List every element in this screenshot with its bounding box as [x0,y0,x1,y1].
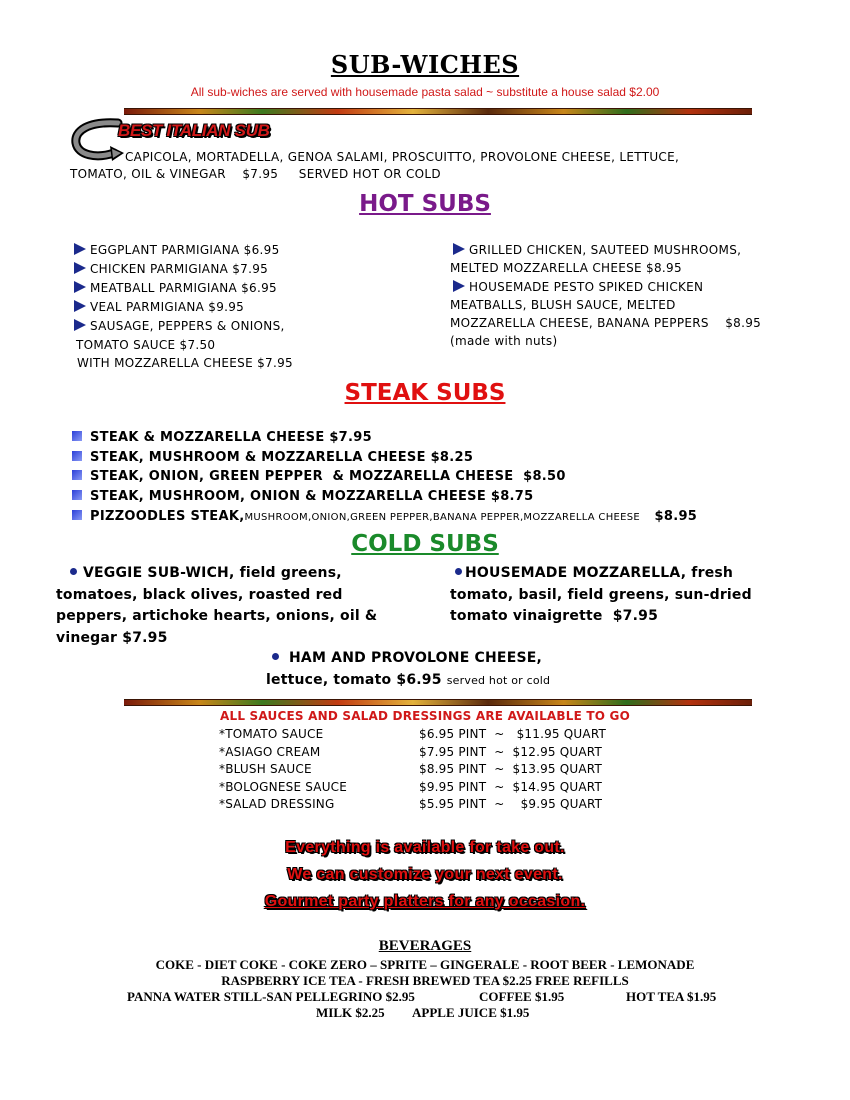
arrow-triangle-icon [74,319,86,331]
decorative-divider-bottom [124,699,752,706]
list-item-continuation: MOZZARELLA CHEESE, BANANA PEPPERS $8.95 [450,316,762,330]
square-bullet-icon [72,451,82,461]
list-item-continuation: MELTED MOZZARELLA CHEESE $8.95 [450,261,682,275]
list-item: EGGPLANT PARMIGIANA $6.95 [74,243,280,257]
square-bullet-icon [72,490,82,500]
arrow-triangle-icon [74,262,86,274]
ham-provolone-item: HAM AND PROVOLONE CHEESE, lettuce, tomato $6.95 served hot or cold [266,650,551,688]
list-item-continuation: MEATBALLS, BLUSH SAUCE, MELTED [450,298,676,312]
sauce-row: *ASIAGO CREAM $7.95 PINT ~ $12.95 QUART [219,745,602,759]
beverages-apple-juice: APPLE JUICE $1.95 [412,1005,530,1020]
hot-subs-heading: HOT SUBS [359,191,491,217]
list-item: CHICKEN PARMIGIANA $7.95 [74,262,268,276]
pasta-salad-note: All sub-wiches are served with housemade pasta salad ~ substitute a house salad $2.00 [190,85,660,99]
arrow-triangle-icon [74,281,86,293]
square-bullet-icon [72,431,82,441]
pizzoodles-desc: MUSHROOM,ONION,GREEN PEPPER,BANANA PEPPER,MOZZARELLA CHEESE [244,512,641,523]
list-item-continuation: WITH MOZZARELLA CHEESE $7.95 [77,356,293,370]
mozzarella-sub-item: HOUSEMADE MOZZARELLA, fresh tomato, basil, field greens, sun-dried tomato vinaigrette $7.95 [450,565,752,624]
arrow-triangle-icon [74,243,86,255]
ham-note: served hot or cold [446,673,551,687]
sauce-row: *TOMATO SAUCE $6.95 PINT ~ $11.95 QUART [219,727,607,741]
list-item: VEAL PARMIGIANA $9.95 [74,300,244,314]
sauce-row: *BLUSH SAUCE $8.95 PINT ~ $13.95 QUART [219,762,602,776]
list-item: HOUSEMADE PESTO SPIKED CHICKEN [453,280,703,294]
list-item: STEAK & MOZZARELLA CHEESE $7.95 [72,430,372,445]
best-italian-desc-line2: TOMATO, OIL & VINEGAR $7.95 SERVED HOT OR COLD [70,167,441,181]
mozzarella-price: $7.95 [612,608,659,624]
arrow-triangle-icon [453,243,465,255]
round-bullet-icon [70,568,77,575]
decorative-divider-top [124,108,752,115]
list-item: STEAK, ONION, GREEN PEPPER & MOZZARELLA CHEESE $8.50 [72,469,566,484]
list-item: SAUSAGE, PEPPERS & ONIONS, [74,319,285,333]
beverages-coffee: COFFEE $1.95 [479,989,565,1004]
page-title: SUB-WICHES [330,50,520,79]
list-item: STEAK, MUSHROOM, ONION & MOZZARELLA CHEESE $8.75 [72,489,533,504]
nut-allergy-note: (made with nuts) [450,334,558,348]
promo-takeout: Everything is available for take out. [285,839,565,856]
ham-price: $6.95 [396,671,442,688]
arrow-triangle-icon [74,300,86,312]
veggie-sub-item: VEGGIE SUB-WICH, field greens, tomatoes, black olives, roasted red peppers, artichoke hearts, onions, oil & vinegar $7.95 [56,565,378,646]
beverages-milk: MILK $2.25 [316,1005,385,1020]
cold-subs-heading: COLD SUBS [351,531,499,557]
beverages-hot-tea: HOT TEA $1.95 [626,989,717,1004]
list-item: MEATBALL PARMIGIANA $6.95 [74,281,277,295]
square-bullet-icon [72,470,82,480]
sauce-row: *SALAD DRESSING $5.95 PINT ~ $9.95 QUART [219,797,603,811]
list-item: GRILLED CHICKEN, SAUTEED MUSHROOMS, [453,243,741,257]
list-item: STEAK, MUSHROOM & MOZZARELLA CHEESE $8.25 [72,450,473,465]
best-italian-desc-line1: CAPICOLA, MORTADELLA, GENOA SALAMI, PROSCUITTO, PROVOLONE CHEESE, LETTUCE, [125,150,680,164]
steak-subs-heading: STEAK SUBS [344,380,506,406]
veggie-price: $7.95 [122,629,168,646]
beverages-heading: BEVERAGES [378,938,472,954]
pizzoodles-price: $8.95 [654,509,698,524]
list-item-continuation: TOMATO SAUCE $7.50 [76,338,216,352]
best-italian-logo-text: BEST ITALIAN SUB [118,121,270,140]
beverages-line1: COKE - DIET COKE - COKE ZERO – SPRITE – GINGERALE - ROOT BEER - LEMONADE [155,957,695,972]
promo-platters: Gourmet party platters for any occasion. [264,893,586,910]
sauce-row: *BOLOGNESE SAUCE $9.95 PINT ~ $14.95 QUART [219,780,602,794]
promo-customize: We can customize your next event. [287,866,563,883]
beverages-line2: RASPBERRY ICE TEA - FRESH BREWED TEA $2.25 FREE REFILLS [221,973,629,988]
beverages-water: PANNA WATER STILL-SAN PELLEGRINO $2.95 [127,989,415,1004]
arrow-triangle-icon [453,280,465,292]
round-bullet-icon [455,568,462,575]
round-bullet-icon [272,653,279,660]
square-bullet-icon [72,510,82,520]
sauces-heading: ALL SAUCES AND SALAD DRESSINGS ARE AVAILABLE TO GO [220,709,630,723]
list-item: PIZZOODLES STEAK,MUSHROOM,ONION,GREEN PEPPER,BANANA PEPPER,MOZZARELLA CHEESE $8.95 [72,509,697,524]
